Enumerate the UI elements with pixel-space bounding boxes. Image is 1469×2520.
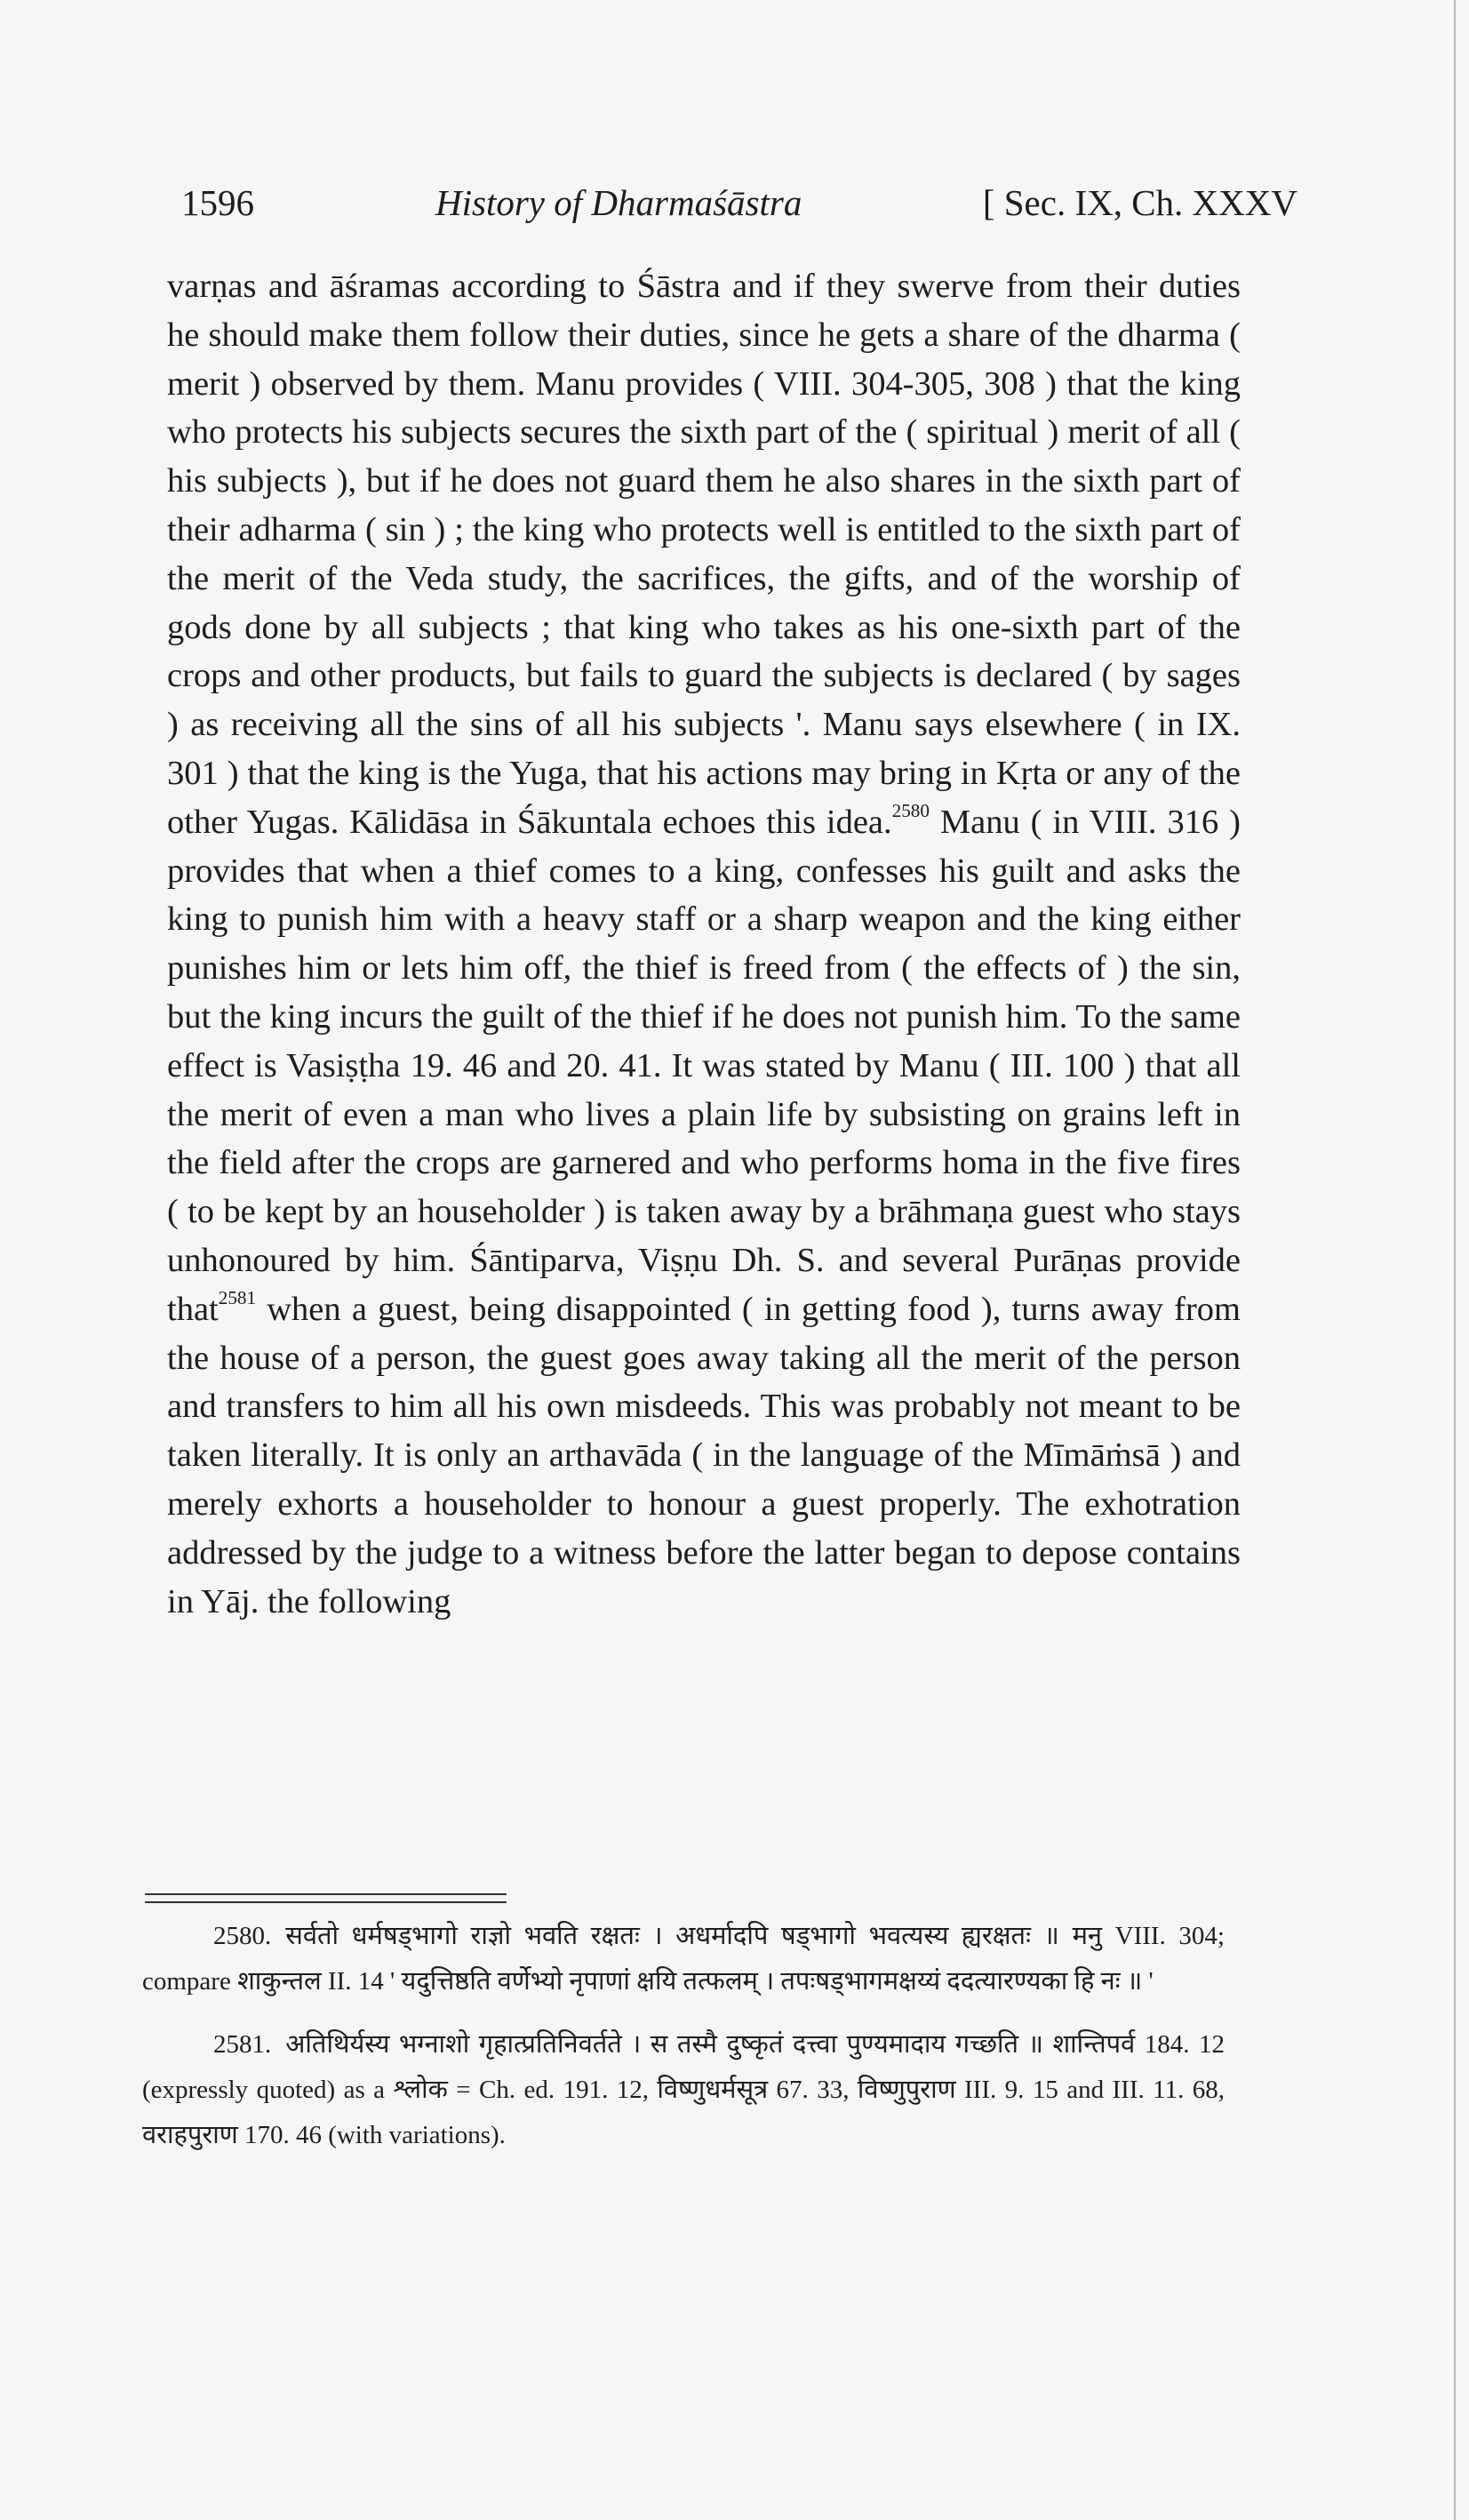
book-title: History of Dharmaśāstra xyxy=(435,182,802,223)
page-edge-line xyxy=(1454,0,1456,2520)
text-run: when a guest, being disappointed ( in getting food ), turns away from the house of a person, the guest goes away taking all the merit of the person and transfers to him all his own misdeeds. This was probably not meant to be taken literally. It is only an arthavāda ( in the language of the Mīmāṁsā ) and merely exhorts a householder to honour a guest properly. The exhotration addressed by the judge to a witness before the latter began to depose contains in Yāj. the following xyxy=(167,1290,1241,1620)
text-run: Manu ( in VIII. 316 ) provides that when a thief comes to a king, confesses his guilt and asks the king to punish him with a heavy staff or a sharp weapon and the king either punishes him or lets him off, the thief is freed from ( the effects of ) the sin, but the king incurs the guilt of the thief if he does not punish him. To the same effect is Vasiṣṭha 19. 46 and 20. 41. It was stated by Manu ( III. 100 ) that all the merit of even a man who lives a plain life by subsisting on grains left in the field after the crops are garnered and who performs homa in the five fires ( to be kept by an householder ) is taken away by a brāhmaṇa guest who stays unhonoured by him. Śāntiparva, Viṣṇu Dh. S. and several Purāṇas provide that xyxy=(167,803,1241,1328)
paragraph xyxy=(167,262,1241,1626)
footnote-number: 2580. xyxy=(213,1922,272,1950)
footnote-ref-2581: 2581 xyxy=(218,1286,257,1308)
footnote-separator xyxy=(145,1893,507,1903)
footnote-text: सर्वतो धर्मषड्भागो राज्ञो भवति रक्षतः । अधर्मादपि षड्भागो भवत्यस्य ह्यरक्षतः ॥ मनु VIII. 304; compare शाकुन्तल II. 14 ' यदुत्तिष्ठति वर्णेभ्यो नृपाणां क्षयि तत्फलम् । तपःषड्भागमक्षय्यं ददत्यारण्यका हि नः ॥ ' xyxy=(142,1922,1225,1996)
page-number: 1596 xyxy=(181,182,254,223)
footnotes xyxy=(142,1914,1225,2176)
section-chapter: [ Sec. IX, Ch. XXXV xyxy=(982,182,1297,223)
footnote-ref-2580: 2580 xyxy=(891,799,930,821)
text-run: varṇas and āśramas according to Śāstra and if they swerve from their duties he should make them follow their duties, since he gets a share of the dharma ( merit ) observed by them. Manu provides ( VIII. 304-305, 308 ) that the king who protects his subjects secures the sixth part of the ( spiritual ) merit of all ( his subjects ), but if he does not guard them he also shares in the sixth part of their adharma ( sin ) ; the king who protects well is entitled to the sixth part of the merit of the Veda study, the sacrifices, the gifts, and of the worship of gods done by all subjects ; that king who takes as his one-sixth part of the crops and other products, but fails to guard the subjects is declared ( by sages ) as receiving all the sins of all his subjects '. Manu says elsewhere ( in IX. 301 ) that the king is the Yuga, that his actions may bring in Kṛta or any of the other Yugas. Kālidāsa in Śākuntala echoes this idea. xyxy=(167,268,1241,841)
footnote-2580 xyxy=(142,1914,1225,2004)
running-header xyxy=(178,176,1297,229)
main-text xyxy=(167,262,1241,1626)
footnote-2581 xyxy=(142,2022,1225,2158)
footnote-text: अतिथिर्यस्य भग्नाशो गृहात्प्रतिनिवर्तते । स तस्मै दुष्कृतं दत्त्वा पुण्यमादाय गच्छति ॥ शान्तिपर्व 184. 12 (expressly quoted) as a श्लोक = Ch. ed. 191. 12, विष्णुधर्मसूत्र 67. 33, विष्णुपुराण III. 9. 15 and III. 11. 68, वराहपुराण 170. 46 (with variations). xyxy=(142,2030,1225,2149)
footnote-number: 2581. xyxy=(213,2030,272,2059)
